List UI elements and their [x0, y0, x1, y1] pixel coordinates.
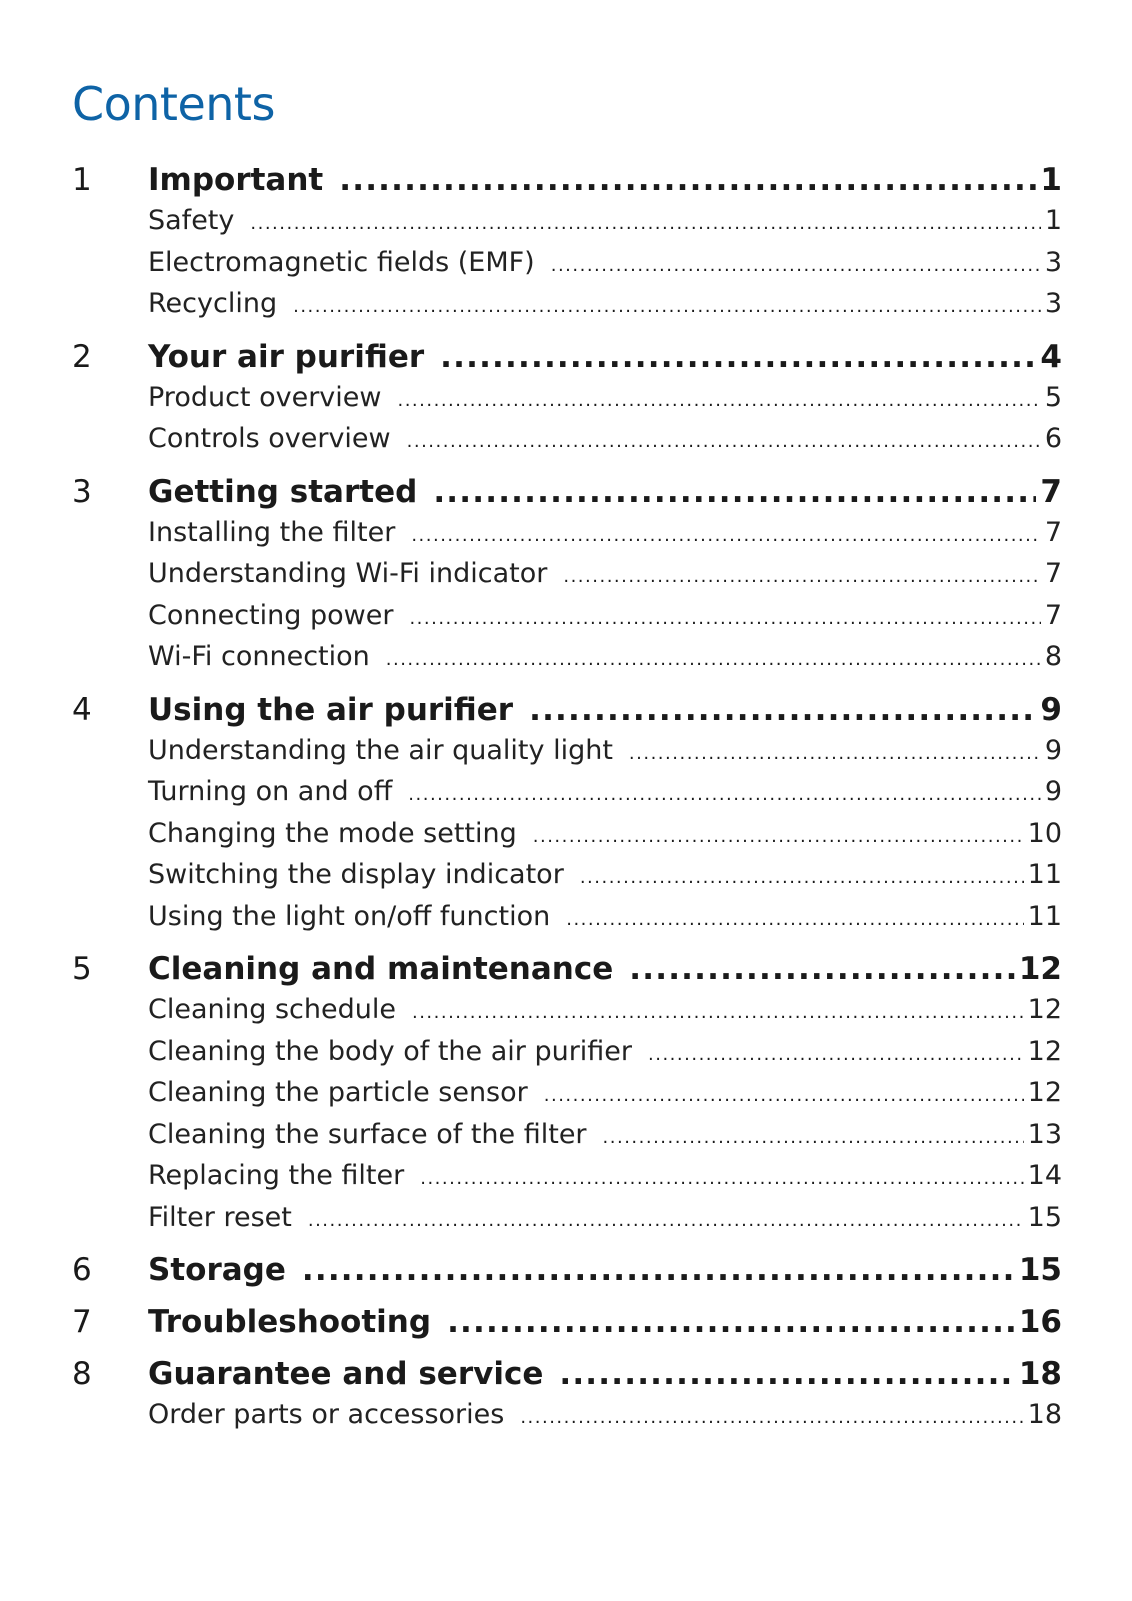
section-title: Cleaning the body of the air purifier [148, 1035, 633, 1067]
toc-chapter [72, 335, 1062, 462]
dot-leader [440, 335, 1036, 379]
toc-section-entry[interactable] [72, 1116, 1062, 1158]
chapter-title: Cleaning and maintenance [148, 951, 614, 987]
toc-chapter [72, 1352, 1062, 1438]
section-page-number: 5 [1044, 381, 1062, 413]
dot-leader [302, 1248, 1015, 1292]
dot-leader [386, 641, 1041, 680]
toc-chapter [72, 1248, 1062, 1292]
toc-section-entry[interactable] [72, 202, 1062, 244]
chapter-title: Your air purifier [148, 338, 425, 375]
toc-section-entry[interactable] [72, 285, 1062, 327]
toc-section-entry[interactable] [72, 1033, 1062, 1075]
section-title: Connecting power [148, 599, 394, 631]
chapter-page-number: 15 [1018, 1252, 1062, 1288]
dot-leader [629, 735, 1041, 774]
chapter-page-number: 12 [1018, 951, 1062, 987]
section-title: Changing the mode setting [148, 817, 517, 849]
section-page-number: 7 [1044, 516, 1062, 548]
dot-leader [408, 776, 1041, 815]
toc-section-entry[interactable] [72, 1396, 1062, 1438]
dot-leader [412, 994, 1024, 1033]
dot-leader [250, 205, 1040, 244]
toc-chapter-entry[interactable] [72, 947, 1062, 991]
section-title: Wi-Fi connection [148, 641, 370, 672]
toc-section-entry[interactable] [72, 597, 1062, 639]
section-title: Product overview [148, 381, 382, 413]
toc-chapter-entry[interactable] [72, 158, 1062, 202]
toc-section-entry[interactable] [72, 420, 1062, 462]
toc-chapter-entry[interactable] [72, 1352, 1062, 1396]
toc-section-entry[interactable] [72, 1074, 1062, 1116]
page-title: Contents [72, 77, 275, 131]
toc-section-entry[interactable] [72, 244, 1062, 286]
section-page-number: 15 [1027, 1201, 1062, 1233]
section-page-number: 8 [1044, 641, 1062, 672]
dot-leader [339, 158, 1036, 202]
section-title: Replacing the filter [148, 1160, 405, 1191]
chapter-title: Guarantee and service [148, 1356, 544, 1392]
toc-chapter-entry[interactable] [72, 1248, 1062, 1292]
section-title: Understanding the air quality light [148, 734, 613, 766]
toc-chapter-entry[interactable] [72, 1300, 1062, 1344]
chapter-number: 6 [72, 1252, 92, 1288]
chapter-number: 4 [72, 691, 92, 728]
toc-chapter-entry[interactable] [72, 470, 1062, 514]
dot-leader [308, 1202, 1024, 1241]
dot-leader [559, 1352, 1015, 1396]
dot-leader [580, 859, 1024, 898]
dot-leader [433, 470, 1036, 514]
section-title: Turning on and off [148, 776, 393, 807]
chapter-title: Using the air purifier [148, 691, 514, 728]
chapter-title: Troubleshooting [148, 1304, 432, 1340]
dot-leader [520, 1399, 1023, 1438]
section-page-number: 18 [1027, 1399, 1062, 1430]
section-page-number: 6 [1044, 423, 1062, 454]
dot-leader [409, 600, 1040, 639]
chapter-title: Storage [148, 1252, 286, 1288]
dot-leader [293, 288, 1041, 327]
chapter-page-number: 7 [1040, 473, 1062, 510]
section-page-number: 7 [1044, 599, 1062, 631]
section-title: Cleaning schedule [148, 994, 396, 1025]
chapter-page-number: 4 [1040, 338, 1062, 375]
chapter-page-number: 18 [1018, 1356, 1062, 1392]
dot-leader [420, 1160, 1023, 1199]
chapter-page-number: 9 [1040, 691, 1062, 728]
section-page-number: 3 [1044, 246, 1062, 278]
section-title: Understanding Wi-Fi indicator [148, 558, 548, 589]
section-title: Safety [148, 205, 235, 236]
section-page-number: 11 [1027, 859, 1062, 890]
chapter-title: Important [148, 162, 324, 198]
toc-chapter-entry[interactable] [72, 335, 1062, 379]
dot-leader [411, 517, 1041, 556]
section-page-number: 9 [1044, 776, 1062, 807]
section-title: Recycling [148, 288, 278, 319]
chapter-page-number: 1 [1040, 162, 1062, 198]
dot-leader [397, 382, 1040, 421]
section-page-number: 12 [1027, 1035, 1062, 1067]
section-title: Filter reset [148, 1201, 292, 1233]
chapter-number: 3 [72, 473, 92, 510]
toc-section-entry[interactable] [72, 514, 1062, 556]
chapter-number: 2 [72, 338, 92, 375]
dot-leader [407, 423, 1041, 462]
toc-chapter [72, 158, 1062, 327]
toc-chapter [72, 688, 1062, 940]
section-page-number: 9 [1044, 734, 1062, 766]
chapter-title: Getting started [148, 473, 418, 510]
chapter-number: 5 [72, 951, 92, 987]
section-page-number: 12 [1027, 994, 1062, 1025]
dot-leader [566, 901, 1023, 940]
toc-section-entry[interactable] [72, 555, 1062, 597]
dot-leader [603, 1119, 1024, 1158]
dot-leader [563, 558, 1040, 597]
toc-chapter-entry[interactable] [72, 688, 1062, 732]
toc-chapter [72, 1300, 1062, 1344]
section-page-number: 11 [1027, 900, 1062, 932]
section-page-number: 14 [1027, 1160, 1062, 1191]
toc-chapter [72, 470, 1062, 680]
chapter-number: 1 [72, 162, 92, 198]
toc-section-entry[interactable] [72, 815, 1062, 857]
toc-section-entry[interactable] [72, 898, 1062, 940]
section-title: Electromagnetic fields (EMF) [148, 246, 535, 278]
section-page-number: 12 [1027, 1077, 1062, 1108]
table-of-contents [72, 158, 1062, 1446]
dot-leader [447, 1300, 1015, 1344]
toc-section-entry[interactable] [72, 1157, 1062, 1199]
dot-leader [529, 688, 1036, 732]
dot-leader [533, 818, 1024, 857]
section-title: Cleaning the surface of the filter [148, 1118, 587, 1150]
toc-section-entry[interactable] [72, 732, 1062, 774]
section-title: Switching the display indicator [148, 859, 564, 890]
toc-chapter [72, 947, 1062, 1240]
section-page-number: 10 [1027, 817, 1062, 849]
toc-section-entry[interactable] [72, 773, 1062, 815]
dot-leader [551, 247, 1041, 286]
toc-section-entry[interactable] [72, 638, 1062, 680]
dot-leader [544, 1077, 1024, 1116]
section-page-number: 1 [1044, 205, 1062, 236]
dot-leader [648, 1036, 1024, 1075]
dot-leader [629, 947, 1015, 991]
toc-section-entry[interactable] [72, 379, 1062, 421]
chapter-number: 7 [72, 1304, 92, 1340]
section-title: Order parts or accessories [148, 1399, 505, 1430]
toc-section-entry[interactable] [72, 1199, 1062, 1241]
section-page-number: 13 [1027, 1118, 1062, 1150]
section-title: Cleaning the particle sensor [148, 1077, 528, 1108]
section-title: Controls overview [148, 423, 391, 454]
toc-section-entry[interactable] [72, 991, 1062, 1033]
section-title: Using the light on/off function [148, 900, 551, 932]
chapter-number: 8 [72, 1356, 92, 1392]
section-page-number: 7 [1044, 558, 1062, 589]
section-page-number: 3 [1044, 288, 1062, 319]
chapter-page-number: 16 [1018, 1304, 1062, 1340]
section-title: Installing the filter [148, 516, 396, 548]
toc-section-entry[interactable] [72, 856, 1062, 898]
